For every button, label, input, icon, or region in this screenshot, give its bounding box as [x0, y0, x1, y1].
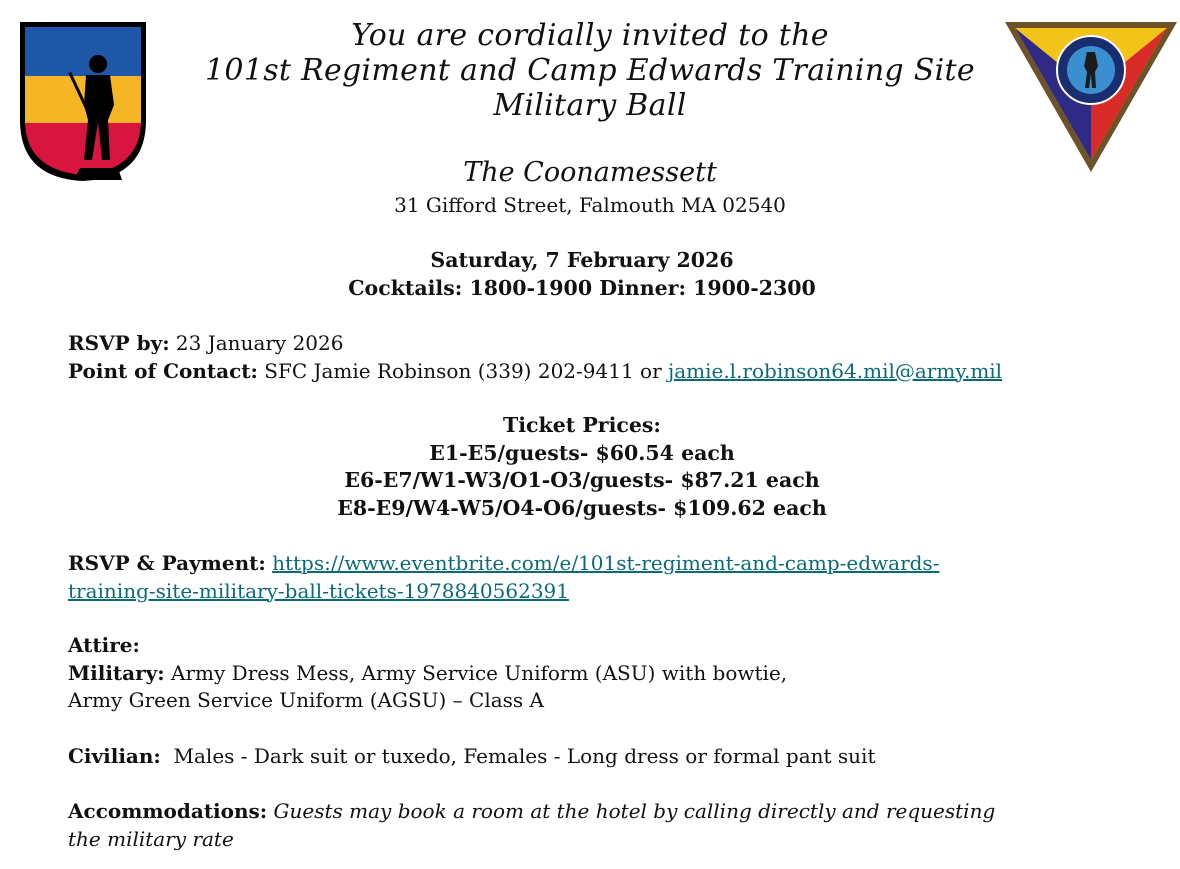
ticket-heading: Ticket Prices: [502, 413, 661, 437]
accommodations-label: Accommodations: [68, 799, 268, 823]
military-attire-line1: Army Dress Mess, Army Service Uniform (ASU) with bowtie, [164, 660, 788, 685]
event-times: Cocktails: 1800-1900 Dinner: 1900-2300 [348, 275, 816, 300]
rsvp-by-value: 23 January 2026 [169, 331, 344, 355]
rsvp-section [68, 330, 1128, 385]
payment-section [68, 550, 1128, 605]
title-line-1: You are cordially invited to the [351, 18, 829, 53]
rsvp-by-label: RSVP by: [68, 331, 170, 355]
accommodations-section [68, 798, 1128, 853]
civilian-label: Civilian: [68, 744, 161, 768]
civilian-attire: Males - Dark suit or tuxedo, Females - Long dress or formal pant suit [160, 744, 876, 768]
poc-value: SFC Jamie Robinson (339) 202-9411 or [257, 358, 668, 383]
accommodations-line2: the military rate [68, 826, 234, 851]
event-details [0, 247, 1164, 302]
military-label: Military: [68, 660, 165, 685]
poc-email-link[interactable]: jamie.l.robinson64.mil@army.mil [668, 358, 1003, 383]
venue [0, 156, 1180, 220]
ticket-price-item: E8-E9/W4-W5/O4-O6/guests- $109.62 each [337, 495, 827, 520]
eventbrite-link-continued[interactable]: training-site-military-ball-tickets-1978840562391 [68, 578, 570, 603]
title-line-2: 101st Regiment and Camp Edwards Training Site [205, 53, 975, 88]
ticket-prices [0, 412, 1164, 522]
ticket-price-item: E1-E5/guests- $60.54 each [429, 440, 735, 465]
poc-label: Point of Contact: [68, 358, 258, 383]
invitation-title [0, 18, 1180, 123]
event-date: Saturday, 7 February 2026 [430, 248, 734, 272]
title-line-3: Military Ball [493, 88, 687, 123]
civilian-section [68, 743, 1128, 771]
accommodations-line1: Guests may book a room at the hotel by calling directly and requesting [267, 799, 996, 823]
venue-address: 31 Gifford Street, Falmouth MA 02540 [394, 193, 786, 217]
attire-heading: Attire: [68, 633, 140, 657]
payment-label: RSVP & Payment: [68, 551, 266, 575]
eventbrite-link[interactable]: https://www.eventbrite.com/e/101st-regiment-and-camp-edwards- [272, 551, 940, 575]
military-attire-line2: Army Green Service Uniform (AGSU) – Class A [68, 688, 544, 712]
attire-section [68, 632, 1128, 715]
venue-name: The Coonamessett [463, 157, 717, 188]
ticket-price-item: E6-E7/W1-W3/O1-O3/guests- $87.21 each [344, 468, 820, 492]
